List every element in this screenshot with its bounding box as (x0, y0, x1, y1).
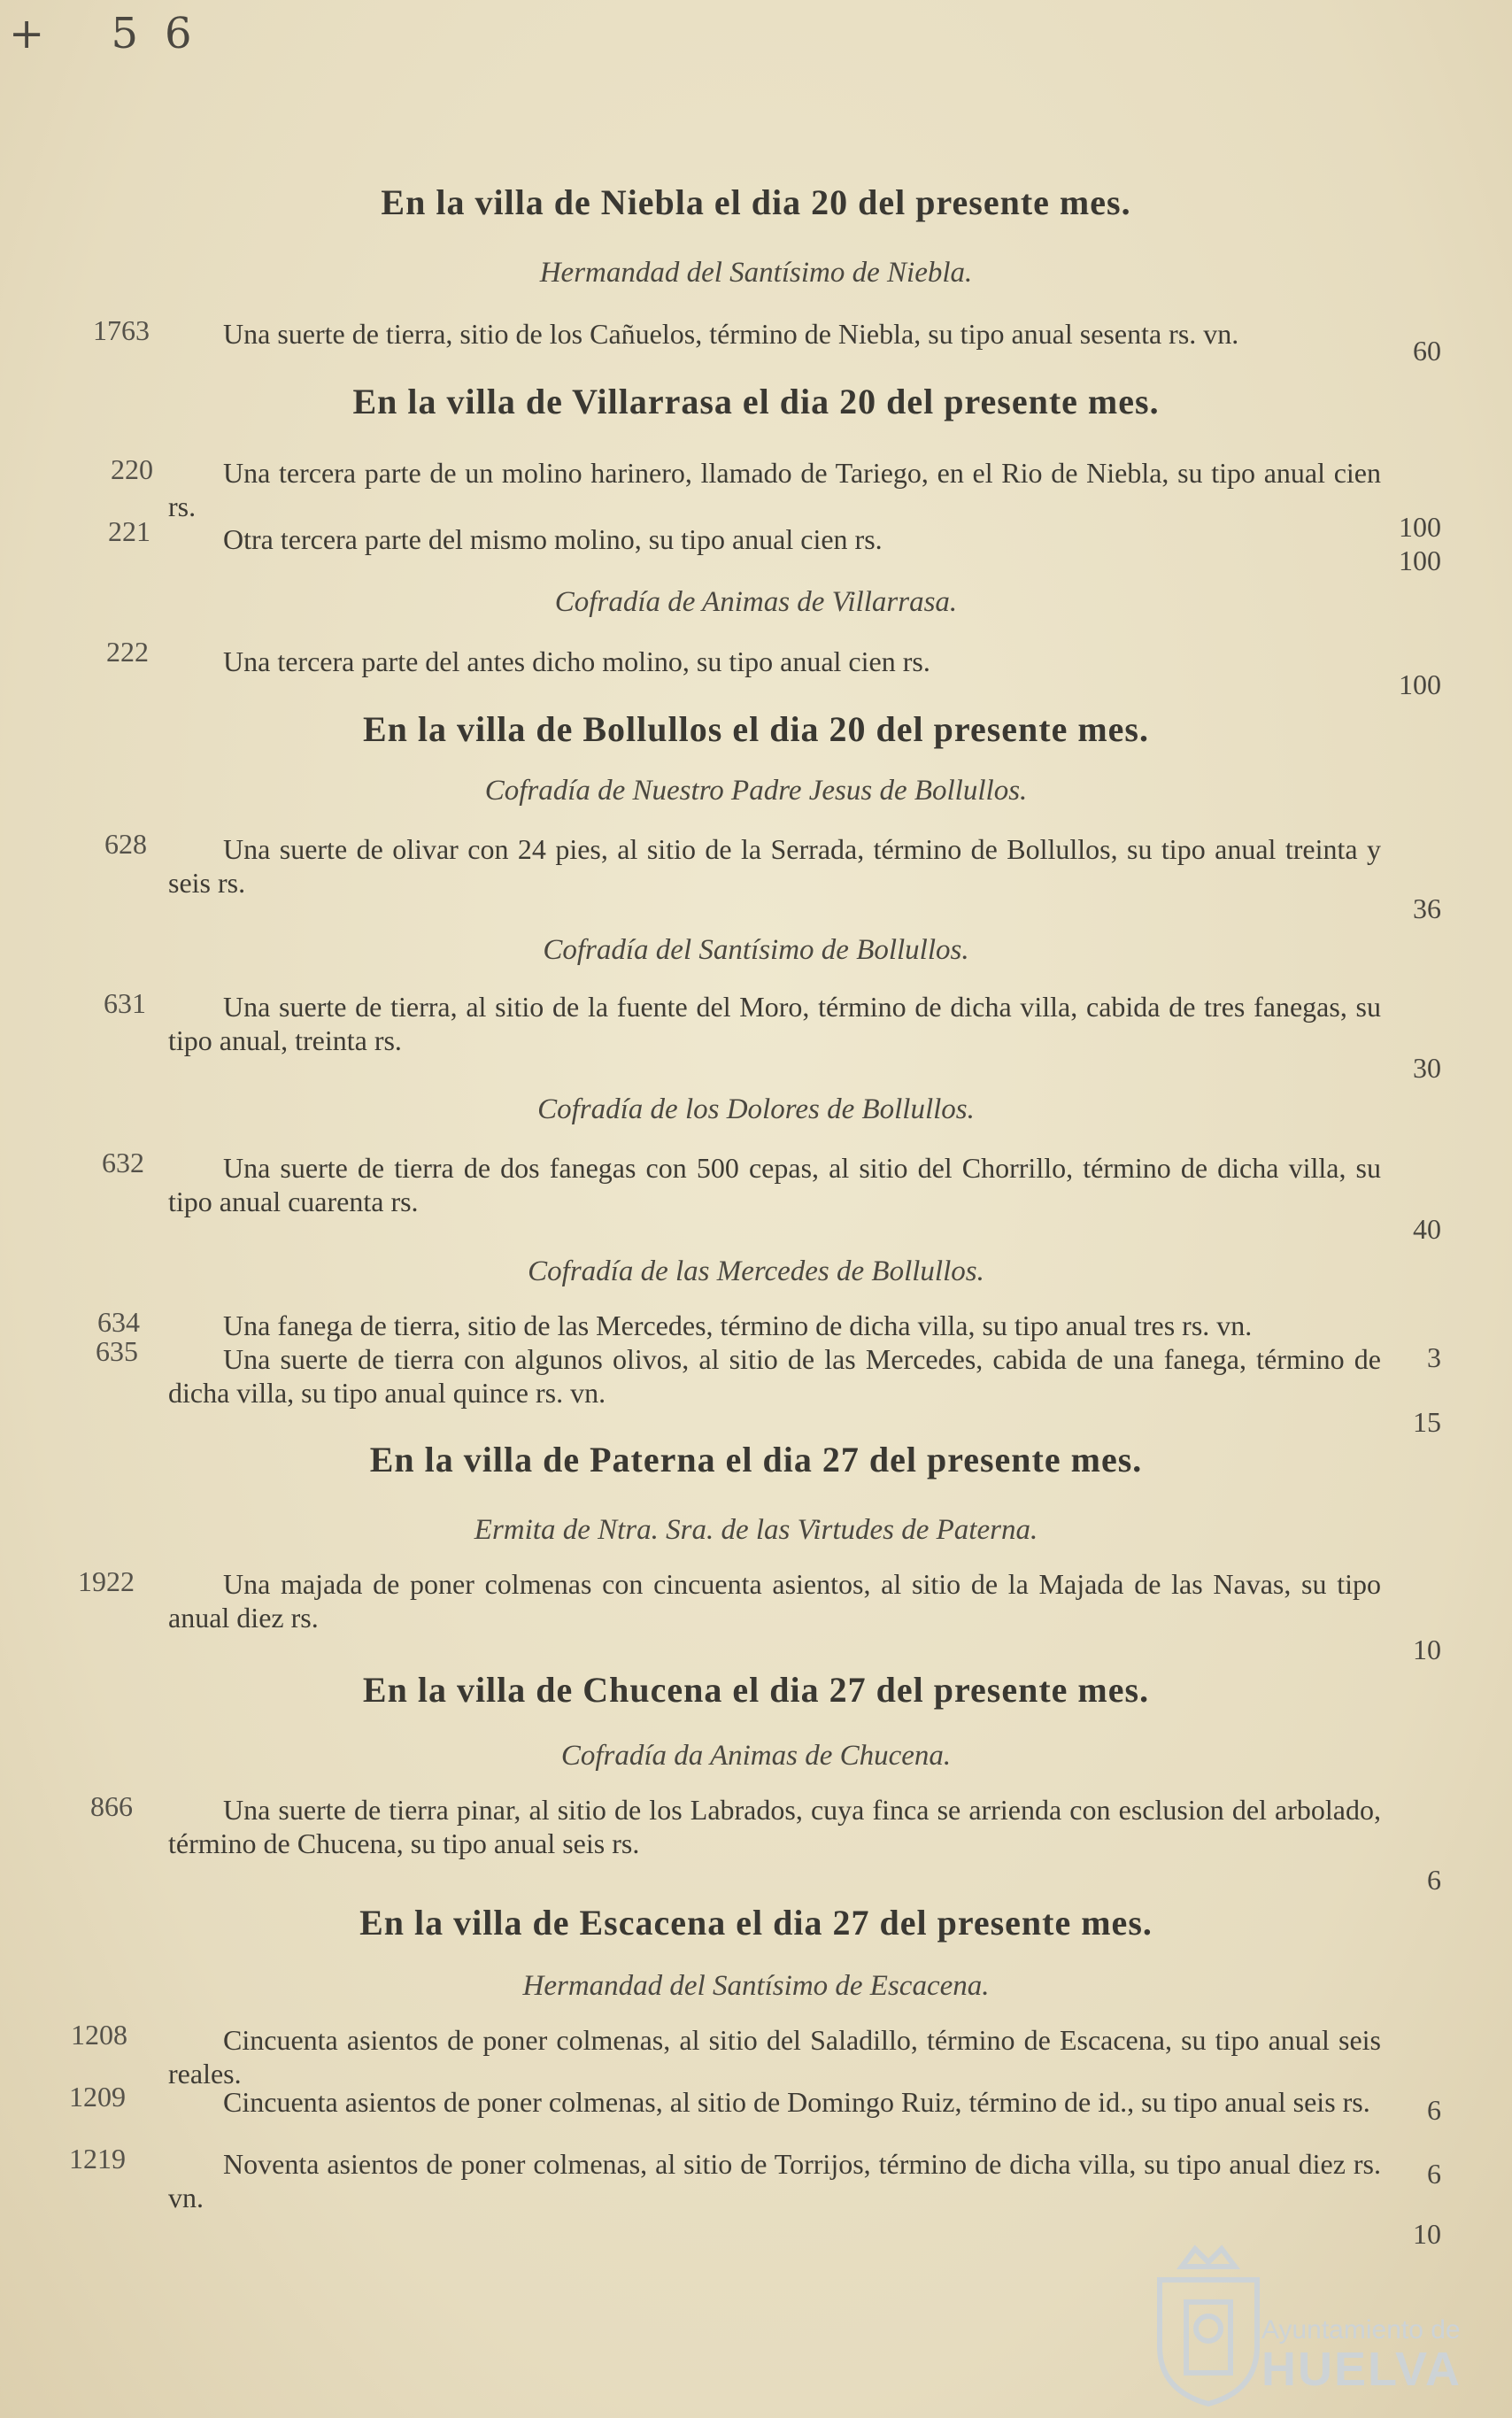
entry-amount: 15 (1413, 1406, 1441, 1438)
watermark-text: Ayuntamiento de (1261, 2315, 1461, 2345)
entry-amount: 3 (1427, 1341, 1441, 1373)
entry-amount: 10 (1413, 1634, 1441, 1665)
entry-number: 222 (106, 636, 149, 668)
entry-amount: 6 (1427, 2158, 1441, 2190)
entry-text: Una suerte de tierra con algunos olivos, al sitio de las Mercedes, cabida de una fanega, término de dicha villa, su tipo anual quince rs. vn. (168, 1343, 1381, 1409)
city-seal-icon (1142, 2240, 1275, 2408)
section-subheading: Cofradía de Nuestro Padre Jesus de Bollullos. (484, 775, 1028, 807)
section-heading: En la villa de Bollullos el dia 20 del presente mes. (363, 709, 1149, 749)
entry-number: 221 (108, 515, 150, 547)
section-heading: En la villa de Villarrasa el dia 20 del presente mes. (352, 382, 1160, 421)
entry-amount: 6 (1427, 1864, 1441, 1896)
entry-number: 1219 (69, 2143, 126, 2175)
entry-amount: 100 (1399, 545, 1441, 576)
section-heading: En la villa de Escacena el dia 27 del presente mes. (359, 1903, 1153, 1943)
entry-amount: 100 (1399, 511, 1441, 543)
entry-text: Cincuenta asientos de poner colmenas, al sitio del Saladillo, término de Escacena, su tipo anual seis reales. (168, 2024, 1381, 2090)
entry-amount: 6 (1427, 2094, 1441, 2126)
entry-number: 1208 (71, 2019, 127, 2051)
entry-text: Cincuenta asientos de poner colmenas, al sitio de Domingo Ruiz, término de id., su tipo anual seis rs. (223, 2086, 1370, 2118)
entry-number: 1763 (93, 314, 150, 346)
entry-number: 1209 (69, 2081, 126, 2113)
entry-text: Otra tercera parte del mismo molino, su tipo anual cien rs. (223, 523, 883, 555)
section-heading: En la villa de Niebla el dia 20 del presente mes. (381, 182, 1131, 222)
entry-amount: 30 (1413, 1052, 1441, 1084)
entry-amount: 36 (1413, 892, 1441, 924)
entry-number: 1922 (78, 1565, 135, 1597)
entry-amount: 100 (1399, 668, 1441, 700)
entry-number: 866 (90, 1790, 133, 1822)
entry-number: 631 (104, 987, 146, 1019)
section-heading: En la villa de Paterna el dia 27 del presente mes. (369, 1440, 1143, 1479)
entry-text: Una fanega de tierra, sitio de las Mercedes, término de dicha villa, su tipo anual tres rs. vn. (223, 1309, 1253, 1341)
section-subheading: Cofradía de las Mercedes de Bollullos. (528, 1255, 984, 1287)
section-subheading: Hermandad del Santísimo de Escacena. (522, 1970, 990, 2002)
entry-number: 220 (111, 453, 153, 485)
section-subheading: Cofradía del Santísimo de Bollullos. (543, 934, 969, 966)
entry-text: Noventa asientos de poner colmenas, al sitio de Torrijos, término de dicha villa, su tipo anual diez rs. vn. (168, 2148, 1381, 2213)
entry-number: 634 (97, 1306, 140, 1338)
entry-text: Una suerte de tierra pinar, al sitio de los Labrados, cuya finca se arrienda con esclusion del arbolado, término de Chucena, su tipo anual seis rs. (168, 1794, 1381, 1859)
entry-amount: 40 (1413, 1213, 1441, 1245)
entry-text: Una suerte de tierra, sitio de los Cañuelos, término de Niebla, su tipo anual sesenta rs. vn. (223, 318, 1239, 350)
entry-number: 632 (102, 1147, 144, 1178)
entry-text: Una tercera parte de un molino harinero, llamado de Tariego, en el Rio de Niebla, su tipo anual cien rs. (168, 457, 1381, 522)
watermark-title: HUELVA (1261, 2343, 1462, 2396)
entry-number: 628 (104, 828, 147, 860)
corner-annotation: + 56 (9, 9, 219, 58)
entry-text: Una suerte de olivar con 24 pies, al sitio de la Serrada, término de Bollullos, su tipo anual treinta y seis rs. (168, 833, 1381, 899)
section-subheading: Cofradía de Animas de Villarrasa. (554, 586, 958, 618)
entry-amount: 60 (1413, 335, 1441, 367)
entry-text: Una suerte de tierra de dos fanegas con 500 cepas, al sitio del Chorrillo, término de dicha villa, su tipo anual cuarenta rs. (168, 1152, 1381, 1217)
section-heading: En la villa de Chucena el dia 27 del presente mes. (362, 1670, 1150, 1710)
entry-text: Una suerte de tierra, al sitio de la fuente del Moro, término de dicha villa, cabida de tres fanegas, su tipo anual, treinta rs. (168, 991, 1381, 1056)
entry-amount: 10 (1413, 2218, 1441, 2250)
entry-text: Una majada de poner colmenas con cincuenta asientos, al sitio de la Majada de las Navas, su tipo anual diez rs. (168, 1568, 1381, 1634)
section-subheading: Cofradía de los Dolores de Bollullos. (537, 1093, 975, 1125)
section-subheading: Cofradía da Animas de Chucena. (560, 1740, 952, 1772)
entry-text: Una tercera parte del antes dicho molino, su tipo anual cien rs. (223, 645, 930, 677)
section-subheading: Ermita de Ntra. Sra. de las Virtudes de Paterna. (474, 1514, 1038, 1546)
section-subheading: Hermandad del Santísimo de Niebla. (539, 257, 973, 289)
entry-number: 635 (96, 1335, 138, 1367)
